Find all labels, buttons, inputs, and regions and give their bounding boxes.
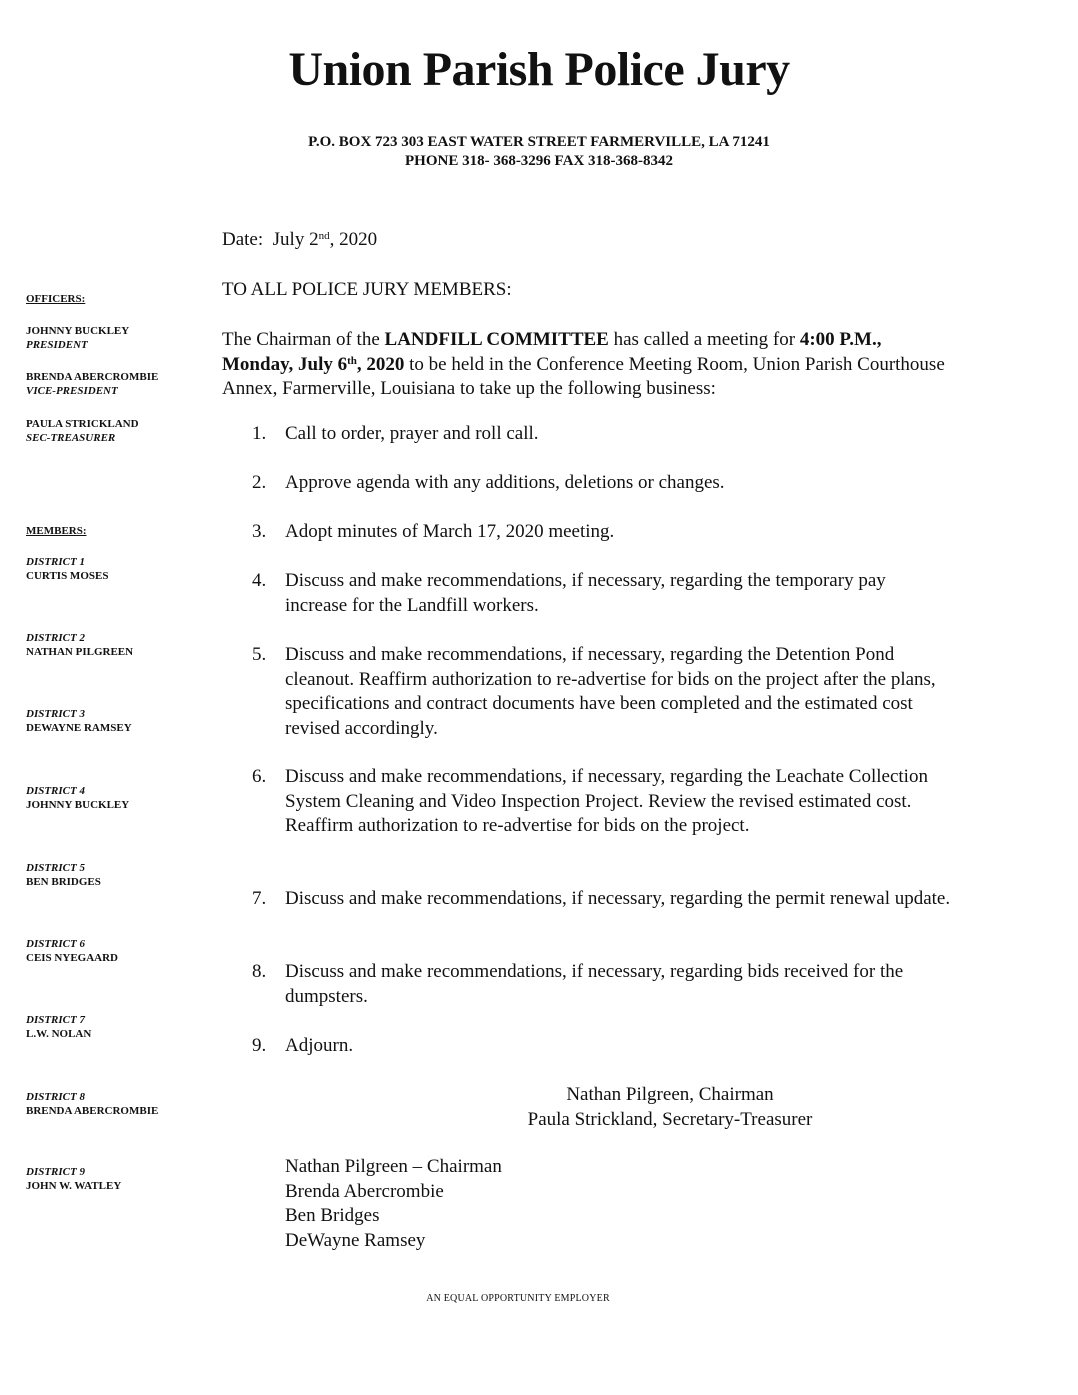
memo-date: [222, 228, 377, 253]
salutation: TO ALL POLICE JURY MEMBERS:: [222, 279, 512, 300]
member-name: JOHN W. WATLEY: [26, 1180, 122, 1192]
officer-name: PAULA STRICKLAND: [26, 418, 139, 430]
agenda-number: 2.: [252, 472, 267, 493]
agenda-number: 6.: [252, 766, 267, 787]
member-district: DISTRICT 5: [26, 862, 85, 874]
agenda-number: 3.: [252, 521, 267, 542]
officer-name: BRENDA ABERCROMBIE: [26, 371, 159, 383]
agenda-item: [252, 643, 952, 741]
officer-entry: [26, 417, 139, 445]
officer-name: JOHNNY BUCKLEY: [26, 325, 130, 337]
officer-entry: [26, 324, 129, 352]
agenda-text: Discuss and make recommendations, if necessary, regarding bids received for the dumpsters.: [285, 961, 904, 1007]
agenda-text: Call to order, prayer and roll call.: [285, 423, 539, 444]
member-district: DISTRICT 1: [26, 556, 85, 568]
officer-entry: [26, 370, 158, 398]
intro-paragraph: [222, 328, 952, 402]
member-entry: [26, 707, 132, 735]
agenda-item: [252, 887, 952, 912]
member-district: DISTRICT 4: [26, 785, 85, 797]
signature-secretary: Paula Strickland, Secretary-Treasurer: [527, 1108, 813, 1130]
meeting-time: 4:00 P.M., Monday, July 6th, 2020: [222, 329, 882, 375]
member-name: DEWAYNE RAMSEY: [26, 722, 132, 734]
member-district: DISTRICT 8: [26, 1091, 85, 1103]
member-name: BEN BRIDGES: [26, 876, 101, 888]
committee-name: LANDFILL COMMITTEE: [384, 329, 609, 350]
member-name: CURTIS MOSES: [26, 570, 109, 582]
committee-member: Nathan Pilgreen – Chairman: [285, 1156, 502, 1177]
agenda-item: [252, 960, 952, 1009]
agenda-number: 8.: [252, 961, 267, 982]
signature-block: [400, 1083, 940, 1132]
member-entry: [26, 937, 118, 965]
committee-members-list: [285, 1155, 502, 1253]
date-year: , 2020: [329, 229, 378, 250]
member-entry: [26, 1090, 158, 1118]
date-label: Date:: [222, 229, 264, 250]
committee-member: Brenda Abercrombie: [285, 1180, 444, 1202]
intro-text: to be held in the Conference Meeting Room, Union Parish Courthouse Annex, Farmerville, Louisiana to take up the following business:: [222, 353, 945, 399]
agenda-text: Discuss and make recommendations, if necessary, regarding the Detention Pond cleanout. Reaffirm authorization to re-advertise for bids on the project after the plans, specifications and contract documents have been completed and the estimated cost revised accordingly.: [285, 644, 936, 739]
agenda-item: [252, 569, 952, 618]
agenda-number: 5.: [252, 644, 267, 665]
date-suffix: nd: [318, 230, 330, 242]
committee-member: DeWayne Ramsey: [285, 1229, 426, 1251]
member-entry: [26, 1165, 121, 1193]
member-district: DISTRICT 6: [26, 938, 85, 950]
officers-heading: OFFICERS:: [26, 293, 86, 305]
member-district: DISTRICT 2: [26, 632, 85, 644]
member-name: BRENDA ABERCROMBIE: [26, 1105, 159, 1117]
officer-role: SEC-TREASURER: [26, 432, 116, 444]
footer-eoe: AN EQUAL OPPORTUNITY EMPLOYER: [426, 1293, 610, 1304]
agenda-text: Adjourn.: [285, 1035, 354, 1056]
agenda-number: 4.: [252, 570, 267, 591]
intro-text: has called a meeting for: [608, 329, 800, 350]
member-entry: [26, 1013, 91, 1041]
agenda-number: 7.: [252, 888, 267, 909]
member-district: DISTRICT 3: [26, 708, 85, 720]
date-month-day: July 2: [272, 229, 319, 250]
agenda-item: [252, 1034, 952, 1059]
agenda-text: Adopt minutes of March 17, 2020 meeting.: [285, 521, 615, 542]
agenda-text: Approve agenda with any additions, deletions or changes.: [285, 472, 725, 493]
signature-chairman: Nathan Pilgreen, Chairman: [566, 1084, 774, 1105]
member-entry: [26, 555, 108, 583]
agenda-number: 9.: [252, 1035, 267, 1056]
member-entry: [26, 784, 129, 812]
member-name: NATHAN PILGREEN: [26, 646, 134, 658]
sidebar: [26, 0, 216, 1395]
agenda-item: [252, 471, 952, 496]
member-name: L.W. NOLAN: [26, 1028, 92, 1040]
member-entry: [26, 861, 101, 889]
agenda-text: Discuss and make recommendations, if necessary, regarding the Leachate Collection System Cleaning and Video Inspection Project. Review the revised estimated cost. Reaffirm authorization to re-advertise for bids on the project.: [285, 766, 928, 836]
agenda-text: Discuss and make recommendations, if necessary, regarding the temporary pay increase for the Landfill workers.: [285, 570, 886, 616]
officer-role: VICE-PRESIDENT: [26, 385, 118, 397]
agenda-item: [252, 765, 952, 839]
member-name: JOHNNY BUCKLEY: [26, 799, 130, 811]
agenda-text: Discuss and make recommendations, if necessary, regarding the permit renewal update.: [285, 888, 951, 909]
letterhead-title: Union Parish Police Jury: [288, 43, 790, 96]
committee-member: Ben Bridges: [285, 1205, 380, 1226]
officer-role: PRESIDENT: [26, 339, 88, 351]
members-heading: MEMBERS:: [26, 525, 87, 537]
member-district: DISTRICT 9: [26, 1166, 85, 1178]
phone-line: PHONE 318- 368-3296 FAX 318-368-8342: [404, 153, 674, 169]
member-district: DISTRICT 7: [26, 1014, 85, 1026]
agenda-item: [252, 520, 952, 545]
agenda-item: [252, 422, 952, 447]
intro-text: The Chairman of the: [222, 329, 385, 350]
address-line: P.O. BOX 723 303 EAST WATER STREET FARMERVILLE, LA 71241: [308, 134, 770, 150]
agenda-number: 1.: [252, 423, 267, 444]
member-entry: [26, 631, 133, 659]
member-name: CEIS NYEGAARD: [26, 952, 118, 964]
